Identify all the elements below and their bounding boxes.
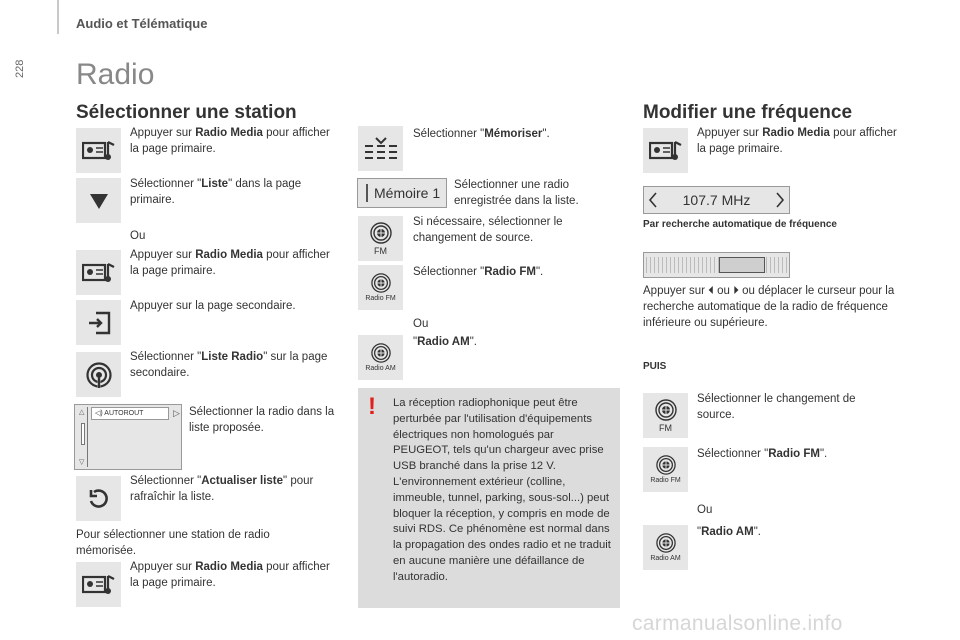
list-triangle-icon: [76, 178, 121, 223]
step-radio-am: "Radio AM".: [413, 336, 477, 348]
arrow-left-icon: ⏴: [708, 285, 714, 297]
freq-right-icon: [775, 192, 785, 208]
radio-media-icon: [76, 128, 121, 173]
frequency-slider: [643, 252, 790, 278]
radio-fm-icon: [643, 447, 688, 492]
section-title: Audio et Télématique: [76, 16, 208, 31]
subheading-auto-search: Par recherche automatique de fréquence: [643, 219, 837, 230]
warning-box: [358, 388, 620, 608]
radio-list-icon: [76, 352, 121, 397]
scroll-up-icon: △: [79, 409, 85, 416]
secondary-page-icon: [76, 300, 121, 345]
fm-label: FM: [374, 245, 387, 256]
slider-track: [646, 257, 787, 273]
speaker-icon: ◁): [95, 410, 103, 417]
step-radio-media-4: Appuyer sur Radio Media pour afficher la page primaire.: [697, 127, 897, 155]
frequency-display: [643, 186, 790, 214]
frequency-value: 107.7 MHz: [682, 192, 751, 208]
screen-station-label: AUTOROUT: [104, 410, 144, 417]
step-change-source-2: Sélectionner le changement de source.: [697, 393, 856, 421]
step-select-list: Sélectionner "Liste" dans la page primaire.: [130, 178, 302, 206]
radio-am-label: Radio AM: [650, 555, 681, 562]
scroll-down-icon: ▽: [79, 459, 85, 466]
screen-arrow-icon: ▷: [173, 408, 180, 418]
refresh-icon: [76, 476, 121, 521]
header-rule: [57, 0, 59, 34]
or-label-2: Ou: [413, 318, 429, 330]
memorized-intro: Pour sélectionner une station de radio mémorisée.: [76, 529, 270, 557]
fm-label: FM: [659, 422, 672, 433]
step-select-saved-radio: Sélectionner une radio enregistrée dans la liste.: [454, 179, 579, 207]
watermark: carmanualsonline.info: [632, 612, 843, 635]
slider-cursor: [719, 257, 765, 273]
heading-change-frequency: Modifier une fréquence: [643, 102, 853, 123]
step-radio-media-3: Appuyer sur Radio Media pour afficher la page primaire.: [130, 561, 330, 589]
memory-1-button: [357, 178, 447, 208]
arrow-right-icon: ⏵: [733, 285, 739, 297]
step-auto-search: Appuyer sur ⏴ ou ⏵ ou déplacer le curseur pour la recherche automatique de la radio de fréquence inférieure ou supérieure.: [643, 285, 895, 329]
heading-select-station: Sélectionner une station: [76, 102, 297, 123]
step-select-radio-fm-2: Sélectionner "Radio FM".: [697, 448, 828, 460]
radio-fm-icon: [358, 265, 403, 310]
fm-source-icon: [358, 216, 403, 261]
page-number: 228: [14, 59, 26, 78]
step-list-radio: Sélectionner "Liste Radio" sur la page secondaire.: [130, 351, 328, 379]
fm-source-icon: [643, 393, 688, 438]
step-change-source: Si nécessaire, sélectionner le changement de source.: [413, 216, 563, 244]
page-title: Radio: [76, 58, 155, 91]
scroll-thumb: [81, 423, 85, 445]
radio-media-icon: [643, 128, 688, 173]
or-label-3: Ou: [697, 504, 713, 516]
step-secondary-page: Appuyer sur la page secondaire.: [130, 300, 296, 312]
radio-am-icon: [358, 335, 403, 380]
radio-media-icon: [76, 562, 121, 607]
step-radio-am-2: "Radio AM".: [697, 526, 761, 538]
memory-1-label: Mémoire 1: [374, 185, 441, 201]
warning-text: La réception radiophonique peut être perturbée par l'utilisation d'équipements électriques non homologués par PEUGEOT, tels qu'un chargeur avec prise USB branché dans la prise 12 V. L'environnement extérieur (colline, immeuble, tunnel, parking, sous-sol...) peut bloquer la réception, y compris en mode de suivi RDS. Ce phénomène est normal dans la propagation des ondes radio et ne traduit en aucune manière une défaillance de l'autoradio.: [393, 397, 611, 583]
or-label-1: Ou: [130, 230, 146, 242]
screen-list-row: [91, 407, 169, 420]
radio-am-label: Radio AM: [365, 365, 396, 372]
puis-label: PUIS: [643, 361, 667, 372]
step-choose-radio: Sélectionner la radio dans la liste proposée.: [189, 406, 335, 434]
step-radio-media-1: Appuyer sur Radio Media pour afficher la page primaire.: [130, 127, 330, 155]
step-refresh-list: Sélectionner "Actualiser liste" pour rafraîchir la liste.: [130, 475, 314, 503]
radio-fm-label: Radio FM: [365, 295, 396, 302]
step-select-radio-fm: Sélectionner "Radio FM".: [413, 266, 544, 278]
step-memorize: Sélectionner "Mémoriser".: [413, 128, 550, 140]
memorize-icon: [358, 126, 403, 171]
radio-am-icon: [643, 525, 688, 570]
warning-exclamation-icon: !: [368, 393, 376, 420]
radio-media-icon: [76, 250, 121, 295]
radio-list-screen: [74, 404, 182, 470]
step-radio-media-2: Appuyer sur Radio Media pour afficher la page primaire.: [130, 249, 330, 277]
radio-fm-label: Radio FM: [650, 477, 681, 484]
